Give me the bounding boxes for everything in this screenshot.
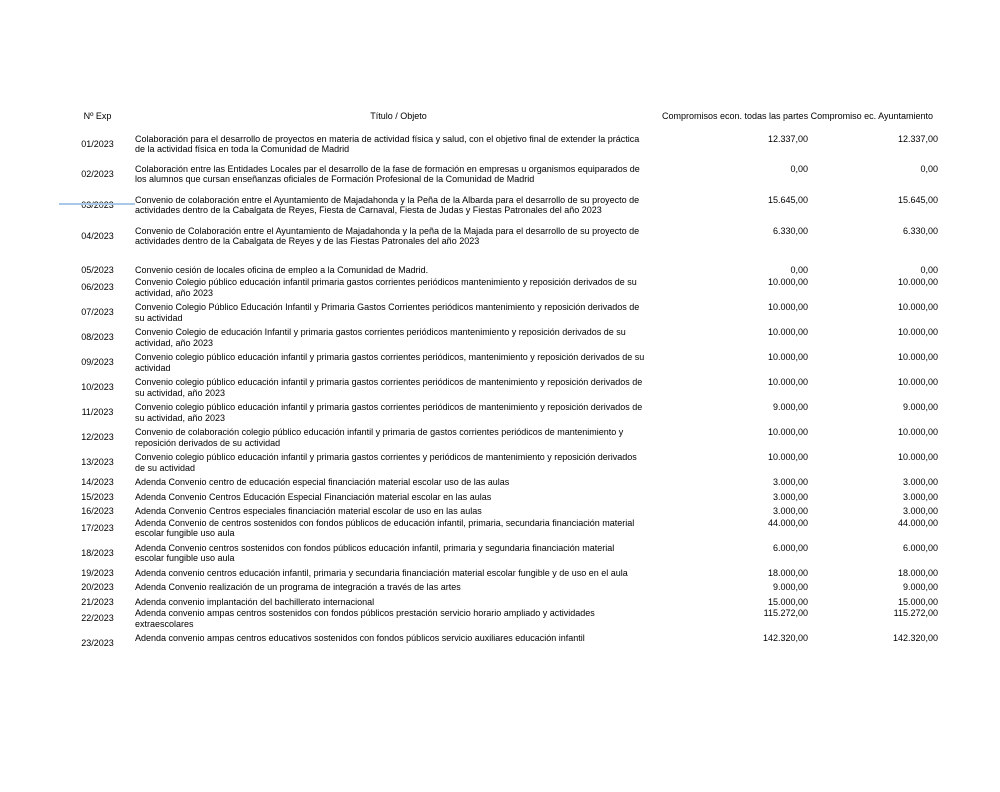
table-row	[60, 451, 938, 476]
exp-number-cell: 08/2023	[81, 332, 114, 343]
table-row	[60, 163, 938, 194]
exp-number-cell: 18/2023	[81, 547, 114, 558]
ayuntamiento-amount-cell: 9.000,00	[902, 582, 938, 592]
title-cell: Adenda Convenio Centros Educación Especial Financiación material escolar en las aulas	[135, 491, 492, 502]
title-cell: Adenda convenio centros educación infantil, primaria y secundaria financiación material escolar fungible y de uso en el aula	[135, 567, 628, 578]
table-row	[60, 581, 938, 596]
exp-number-cell: 01/2023	[81, 138, 114, 149]
all-parties-amount-cell: 10.000,00	[767, 377, 808, 387]
title-cell: Adenda Convenio de centros sostenidos con fondos públicos de educación infantil, primaria, secundaria financiación material escolar fungible uso aula	[135, 517, 635, 538]
title-cell: Convenio de colaboración colegio público educación infantil y primaria de gastos corrientes periódicos de mantenimiento y reposición derivados de su actividad	[135, 427, 624, 448]
ayuntamiento-amount-cell: 10.000,00	[897, 377, 938, 387]
agreements-table	[60, 111, 938, 656]
title-cell: Convenio Colegio público educación infantil primaria gastos corrientes periódicos mantenimiento y reposición derivados de su actividad, año 2023	[135, 277, 637, 298]
table-row	[60, 401, 938, 426]
exp-number-cell: 12/2023	[81, 432, 114, 443]
underline-decoration	[59, 203, 135, 205]
table-header-row	[60, 111, 938, 133]
all-parties-amount-cell: 44.000,00	[767, 517, 808, 528]
title-cell: Convenio colegio público educación infantil y primaria gastos corrientes periódicos, mantenimiento y reposición derivados de su actividad	[135, 352, 645, 373]
exp-number-cell: 10/2023	[81, 382, 114, 393]
ayuntamiento-amount-cell: 10.000,00	[897, 427, 938, 437]
all-parties-amount-cell: 0,00	[790, 264, 808, 275]
table-row	[60, 542, 938, 567]
table-row	[60, 607, 938, 632]
all-parties-amount-cell: 115.272,00	[763, 608, 808, 618]
title-cell: Convenio cesión de locales oficina de empleo a la Comunidad de Madrid.	[135, 264, 429, 275]
ayuntamiento-amount-cell: 9.000,00	[902, 402, 938, 412]
all-parties-amount-cell: 3.000,00	[772, 506, 808, 516]
title-cell: Adenda convenio ampas centros educativos sostenidos con fondos públicos servicio auxiliares educación infantil	[135, 633, 585, 643]
table-row	[60, 505, 938, 517]
table-row	[60, 567, 938, 582]
ayuntamiento-amount-cell: 10.000,00	[897, 302, 938, 312]
header-title-object: Título / Objeto	[370, 111, 427, 121]
title-cell: Convenio Colegio de educación Infantil y primaria gastos corrientes periódicos mantenimiento y reposición derivados de su actividad, año 2023	[135, 327, 626, 348]
ayuntamiento-amount-cell: 0,00	[920, 264, 938, 275]
title-cell: Convenio colegio público educación infantil y primaria gastos corrientes periódicos de mantenimiento y reposición derivados de su actividad, año 2023	[135, 377, 643, 398]
ayuntamiento-amount-cell: 6.330,00	[902, 225, 938, 236]
table-row	[60, 194, 938, 225]
title-cell: Colaboración para el desarrollo de proyectos en materia de actividad física y salud, con el objetivo final de extender la práctica de la actividad física en toda la Comunidad de Madrid	[135, 133, 640, 154]
title-cell: Adenda convenio implantación del bachillerato internacional	[135, 596, 375, 607]
exp-number-cell: 23/2023	[81, 637, 114, 648]
all-parties-amount-cell: 10.000,00	[767, 327, 808, 337]
title-cell: Colaboración entre las Entidades Locales par el desarrollo de la fase de formación en empresas u organismos equiparados de los alumnos que cursan enseñanzas oficiales de Formación Profesional de la Comunidad de Madrid	[135, 163, 640, 184]
all-parties-amount-cell: 15.645,00	[767, 194, 808, 205]
all-parties-amount-cell: 10.000,00	[767, 427, 808, 437]
header-commitment-ayuntamiento: Compromiso ec. Ayuntamiento	[810, 111, 933, 121]
exp-number-cell: 02/2023	[81, 168, 114, 179]
all-parties-amount-cell: 10.000,00	[767, 452, 808, 462]
title-cell: Convenio colegio público educación infantil y primaria gastos corrientes y periódicos de mantenimiento y reposición derivados de su actividad	[135, 452, 637, 473]
table-row	[60, 276, 938, 301]
table-row	[60, 632, 938, 656]
table-row	[60, 326, 938, 351]
exp-number-cell: 20/2023	[81, 582, 114, 592]
all-parties-amount-cell: 0,00	[790, 163, 808, 174]
exp-number-cell: 17/2023	[81, 522, 114, 533]
table-row	[60, 491, 938, 506]
title-cell: Convenio Colegio Público Educación Infantil y Primaria Gastos Corrientes periódicos mantenimiento y reposición derivados de su actividad	[135, 302, 640, 323]
ayuntamiento-amount-cell: 0,00	[920, 163, 938, 174]
all-parties-amount-cell: 9.000,00	[772, 402, 808, 412]
all-parties-amount-cell: 15.000,00	[767, 596, 808, 607]
exp-number-cell: 19/2023	[81, 567, 114, 578]
title-cell: Adenda convenio ampas centros sostenidos con fondos públicos prestación servicio horario ampliado y actividades extraescolares	[135, 608, 595, 629]
ayuntamiento-amount-cell: 15.000,00	[897, 596, 938, 607]
ayuntamiento-amount-cell: 10.000,00	[897, 327, 938, 337]
all-parties-amount-cell: 6.330,00	[772, 225, 808, 236]
table-row	[60, 351, 938, 376]
title-cell: Adenda Convenio centros sostenidos con fondos públicos educación infantil, primaria y segundaria financiación material escolar fungible uso aula	[135, 542, 615, 563]
table-row	[60, 225, 938, 264]
title-cell: Adenda Convenio realización de un programa de integración a través de las artes	[135, 582, 461, 592]
all-parties-amount-cell: 18.000,00	[767, 567, 808, 578]
ayuntamiento-amount-cell: 44.000,00	[897, 517, 938, 528]
exp-number-cell: 22/2023	[81, 613, 114, 624]
exp-number-cell: 11/2023	[81, 407, 114, 418]
all-parties-amount-cell: 9.000,00	[772, 582, 808, 592]
exp-number-cell: 04/2023	[81, 230, 114, 241]
title-cell: Convenio colegio público educación infantil y primaria gastos corrientes periódicos de mantenimiento y reposición derivados de su actividad, año 2023	[135, 402, 643, 423]
all-parties-amount-cell: 10.000,00	[767, 277, 808, 287]
ayuntamiento-amount-cell: 10.000,00	[897, 452, 938, 462]
table-row	[60, 133, 938, 163]
all-parties-amount-cell: 10.000,00	[767, 352, 808, 362]
exp-number-cell: 15/2023	[81, 491, 114, 502]
table-row	[60, 426, 938, 451]
all-parties-amount-cell: 142.320,00	[762, 633, 808, 643]
table-row	[60, 301, 938, 326]
ayuntamiento-amount-cell: 142.320,00	[892, 633, 938, 643]
title-cell: Convenio de colaboración entre el Ayuntamiento de Majadahonda y la Peña de la Albarda para el desarrollo de su proyecto de actividades dentro de la Cabalgata de Reyes, Fiesta de Carnaval, Fiesta de Judas y Fiestas Patronales del año 2023	[135, 194, 640, 215]
ayuntamiento-amount-cell: 18.000,00	[897, 567, 938, 578]
exp-number-cell: 21/2023	[81, 596, 114, 607]
exp-number-cell: 09/2023	[81, 357, 114, 368]
ayuntamiento-amount-cell: 10.000,00	[897, 277, 938, 287]
table-row	[60, 517, 938, 542]
header-commitments-all-parties: Compromisos econ. todas las partes	[662, 111, 809, 121]
table-row	[60, 264, 938, 277]
ayuntamiento-amount-cell: 3.000,00	[902, 491, 938, 502]
ayuntamiento-amount-cell: 6.000,00	[902, 542, 938, 553]
ayuntamiento-amount-cell: 3.000,00	[902, 477, 938, 487]
exp-number-cell: 05/2023	[81, 264, 114, 275]
exp-number-cell: 13/2023	[81, 457, 114, 468]
ayuntamiento-amount-cell: 115.272,00	[893, 608, 938, 618]
header-exp-number: Nº Exp	[83, 111, 112, 121]
table-row	[60, 476, 938, 491]
exp-number-cell: 07/2023	[81, 307, 114, 318]
title-cell: Adenda Convenio Centros especiales financiación material escolar de uso en las aulas	[135, 506, 482, 516]
exp-number-cell	[60, 194, 135, 225]
all-parties-amount-cell: 6.000,00	[772, 542, 808, 553]
all-parties-amount-cell: 3.000,00	[772, 477, 808, 487]
all-parties-amount-cell: 3.000,00	[772, 491, 808, 502]
all-parties-amount-cell: 10.000,00	[767, 302, 808, 312]
exp-number-cell: 06/2023	[81, 282, 114, 293]
ayuntamiento-amount-cell: 3.000,00	[902, 506, 938, 516]
title-cell: Convenio de Colaboración entre el Ayuntamiento de Majadahonda y la peña de la Majada para el desarrollo de su proyecto de actividades dentro de la Cabalgata de Reyes y de las Fiestas Patronales del año 2023	[135, 225, 640, 246]
table-row	[60, 596, 938, 608]
ayuntamiento-amount-cell: 15.645,00	[897, 194, 938, 205]
ayuntamiento-amount-cell: 10.000,00	[897, 352, 938, 362]
ayuntamiento-amount-cell: 12.337,00	[897, 133, 938, 144]
exp-number-cell: 14/2023	[81, 477, 114, 487]
title-cell: Adenda Convenio centro de educación especial financiación material escolar uso de las aulas	[135, 477, 510, 487]
exp-number-cell: 16/2023	[81, 506, 114, 516]
table-row	[60, 376, 938, 401]
all-parties-amount-cell: 12.337,00	[767, 133, 808, 144]
